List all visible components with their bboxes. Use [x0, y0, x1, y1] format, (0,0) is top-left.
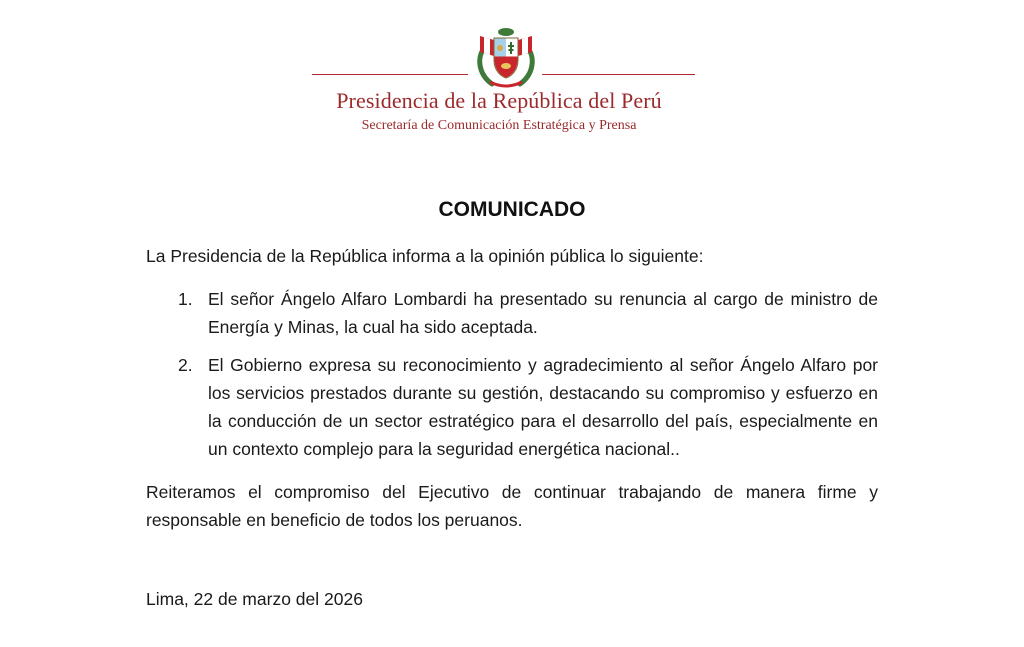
org-name: Presidencia de la República del Perú — [336, 88, 662, 113]
peru-coat-of-arms-icon — [470, 26, 542, 92]
list-item-text: El señor Ángelo Alfaro Lombardi ha presentado su renuncia al cargo de ministro de Energía y Minas, la cual ha sido aceptada. — [208, 289, 878, 337]
intro-paragraph: La Presidencia de la República informa a la opinión pública lo siguiente: — [146, 246, 704, 266]
letterhead — [304, 22, 716, 144]
list-item-number: 1. — [178, 289, 193, 309]
document-title: COMUNICADO — [438, 198, 586, 221]
letterhead-rule-left — [312, 74, 468, 75]
dateline: Lima, 22 de marzo del 2026 — [146, 589, 363, 609]
list-item-text: El Gobierno expresa su reconocimiento y agradecimiento al señor Ángelo Alfaro por los servicios prestados durante su gestión, destacando su compromiso y esfuerzo en la conducción de un sector estratégico para el desarrollo del país, especialmente en un contexto complejo para la seguridad energética nacional.. — [208, 355, 878, 459]
list-item-number: 2. — [178, 355, 193, 375]
letterhead-rule-right — [542, 74, 695, 75]
org-subtitle: Secretaría de Comunicación Estratégica y Prensa — [361, 118, 637, 133]
closing-paragraph: Reiteramos el compromiso del Ejecutivo de continuar trabajando de manera firme y responsable en beneficio de todos los peruanos. — [146, 482, 878, 530]
